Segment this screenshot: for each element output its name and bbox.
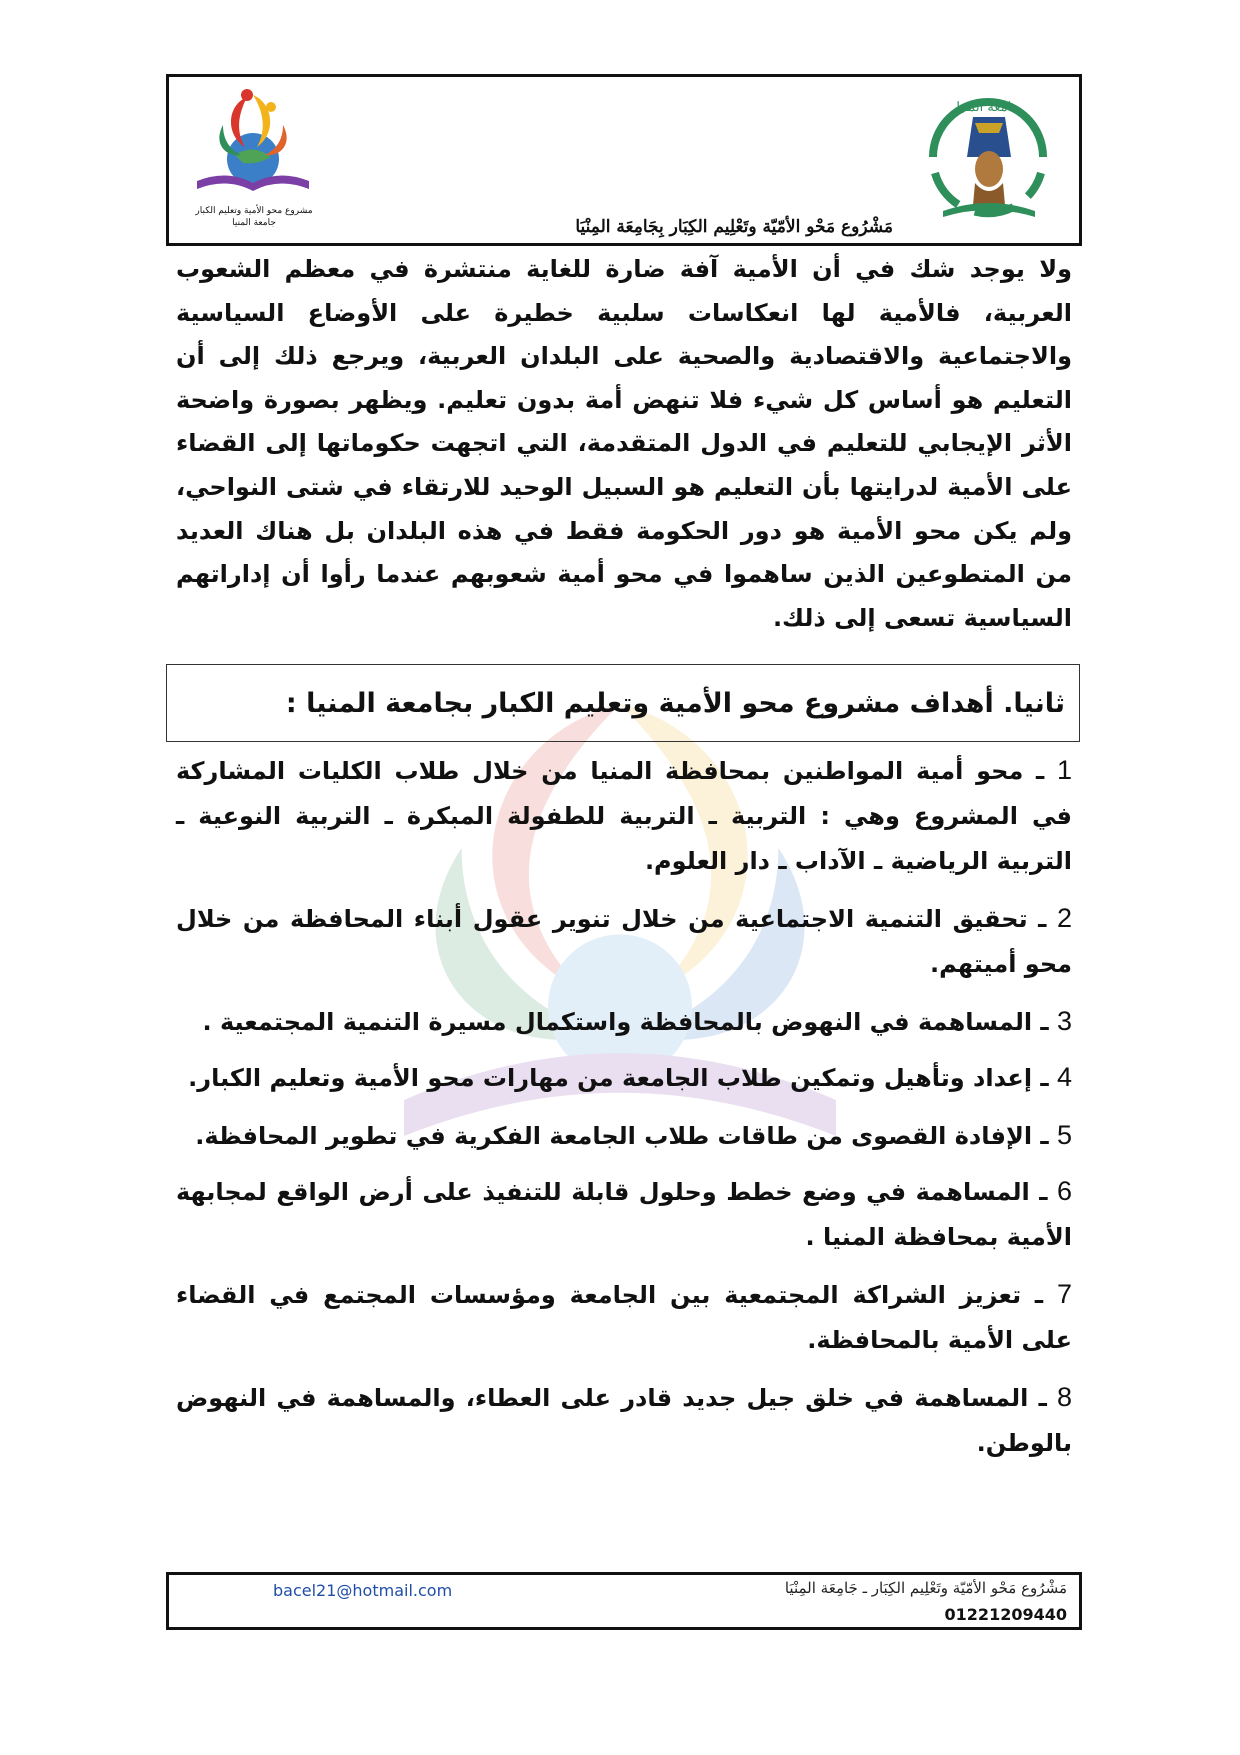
goal-text: ـ المساهمة في وضع خطط وحلول قابلة للتنفيذ على أرض الواقع لمجابهة الأمية بمحافظة المنيا . — [176, 1178, 1072, 1252]
goal-text: ـ المساهمة في النهوض بالمحافظة واستكمال مسيرة التنمية المجتمعية . — [202, 1008, 1057, 1037]
goal-text: ـ تعزيز الشراكة المجتمعية بين الجامعة ومؤسسات المجتمع في القضاء على الأمية بالمحافظة. — [176, 1281, 1072, 1355]
goal-item — [176, 1055, 1072, 1101]
goal-number: 5 — [1056, 1120, 1072, 1151]
goal-text: ـ محو أمية المواطنين بمحافظة المنيا من خلال طلاب الكليات المشاركة في المشروع وهي : التربية ـ التربية للطفولة المبكرة ـ التربية النوعية ـ التربية الرياضية ـ الآداب ـ دار العلوم. — [176, 757, 1072, 876]
goal-number: 1 — [1056, 755, 1072, 786]
goal-item — [176, 1375, 1072, 1466]
goal-text: ـ الإفادة القصوى من طاقات طلاب الجامعة الفكرية في تطوير المحافظة. — [195, 1122, 1057, 1151]
logo-caption-line1: مشروع محو الأمية وتعليم الكبار — [195, 206, 313, 216]
section-heading: ثانيا. أهداف مشروع محو الأمية وتعليم الكبار بجامعة المنيا : — [285, 687, 1065, 719]
footer-project-name: مَشْرُوع مَحْو الأمّيّة وتَعْلِيم الكِبَار ـ جَامِعَة المِنْيَا — [784, 1579, 1067, 1597]
minia-university-logo — [913, 87, 1063, 237]
logo-text: جامعة المنيا — [956, 100, 1020, 115]
header-title: مَشْرُوع مَحْو الأمّيّة وتَعْلِيم الكِبَار بِجَامِعَة المِنْيَا — [575, 217, 893, 237]
goals-list — [176, 748, 1072, 1466]
goal-text: ـ المساهمة في خلق جيل جديد قادر على العطاء، والمساهمة في النهوض بالوطن. — [176, 1384, 1072, 1458]
goal-number: 3 — [1056, 1006, 1072, 1037]
intro-paragraph: ولا يوجد شك في أن الأمية آفة ضارة للغاية منتشرة في معظم الشعوب العربية، فالأمية لها انعكاسات سلبية خطيرة على الأوضاع السياسية والاجتماعية والاقتصادية والصحية على البلدان العربية، ويرجع ذلك إلى أن التعليم هو أساس كل شيء فلا تنهض أمة بدون تعليم. ويظهر بصورة واضحة الأثر الإيجابي للتعليم في الدول المتقدمة، التي اتجهت حكوماتها إلى القضاء على الأمية لدرايتها بأن التعليم هو السبيل الوحيد للارتقاء في شتى النواحي، ولم يكن محو الأمية هو دور الحكومة فقط في هذه البلدان بل هناك العديد من المتطوعين الذين ساهموا في محو أمية شعوبهم عندما رأوا أن إداراتهم السياسية تسعى إلى ذلك. — [176, 255, 1072, 632]
main-content — [176, 248, 1072, 1478]
goal-item — [176, 1169, 1072, 1260]
goal-item — [176, 1113, 1072, 1159]
page-header — [166, 74, 1082, 246]
literacy-project-logo — [187, 85, 317, 205]
goal-number: 8 — [1056, 1382, 1072, 1413]
page-footer — [166, 1572, 1082, 1630]
footer-phone: 01221209440 — [944, 1605, 1067, 1624]
goal-item — [176, 748, 1072, 884]
logo-caption-line2: جامعة المنيا — [232, 218, 276, 228]
goal-number: 7 — [1056, 1279, 1072, 1310]
goal-number: 4 — [1056, 1062, 1072, 1093]
goal-item — [176, 999, 1072, 1045]
logo-caption — [179, 205, 329, 229]
section-heading-box — [166, 664, 1080, 742]
goal-item — [176, 896, 1072, 987]
goal-item — [176, 1272, 1072, 1363]
goal-number: 2 — [1056, 903, 1072, 934]
goal-text: ـ إعداد وتأهيل وتمكين طلاب الجامعة من مهارات محو الأمية وتعليم الكبار. — [188, 1064, 1057, 1093]
goal-text: ـ تحقيق التنمية الاجتماعية من خلال تنوير عقول أبناء المحافظة من خلال محو أميتهم. — [176, 905, 1072, 979]
goal-number: 6 — [1056, 1176, 1072, 1207]
footer-email-link[interactable]: bacel21@hotmail.com — [273, 1581, 453, 1600]
